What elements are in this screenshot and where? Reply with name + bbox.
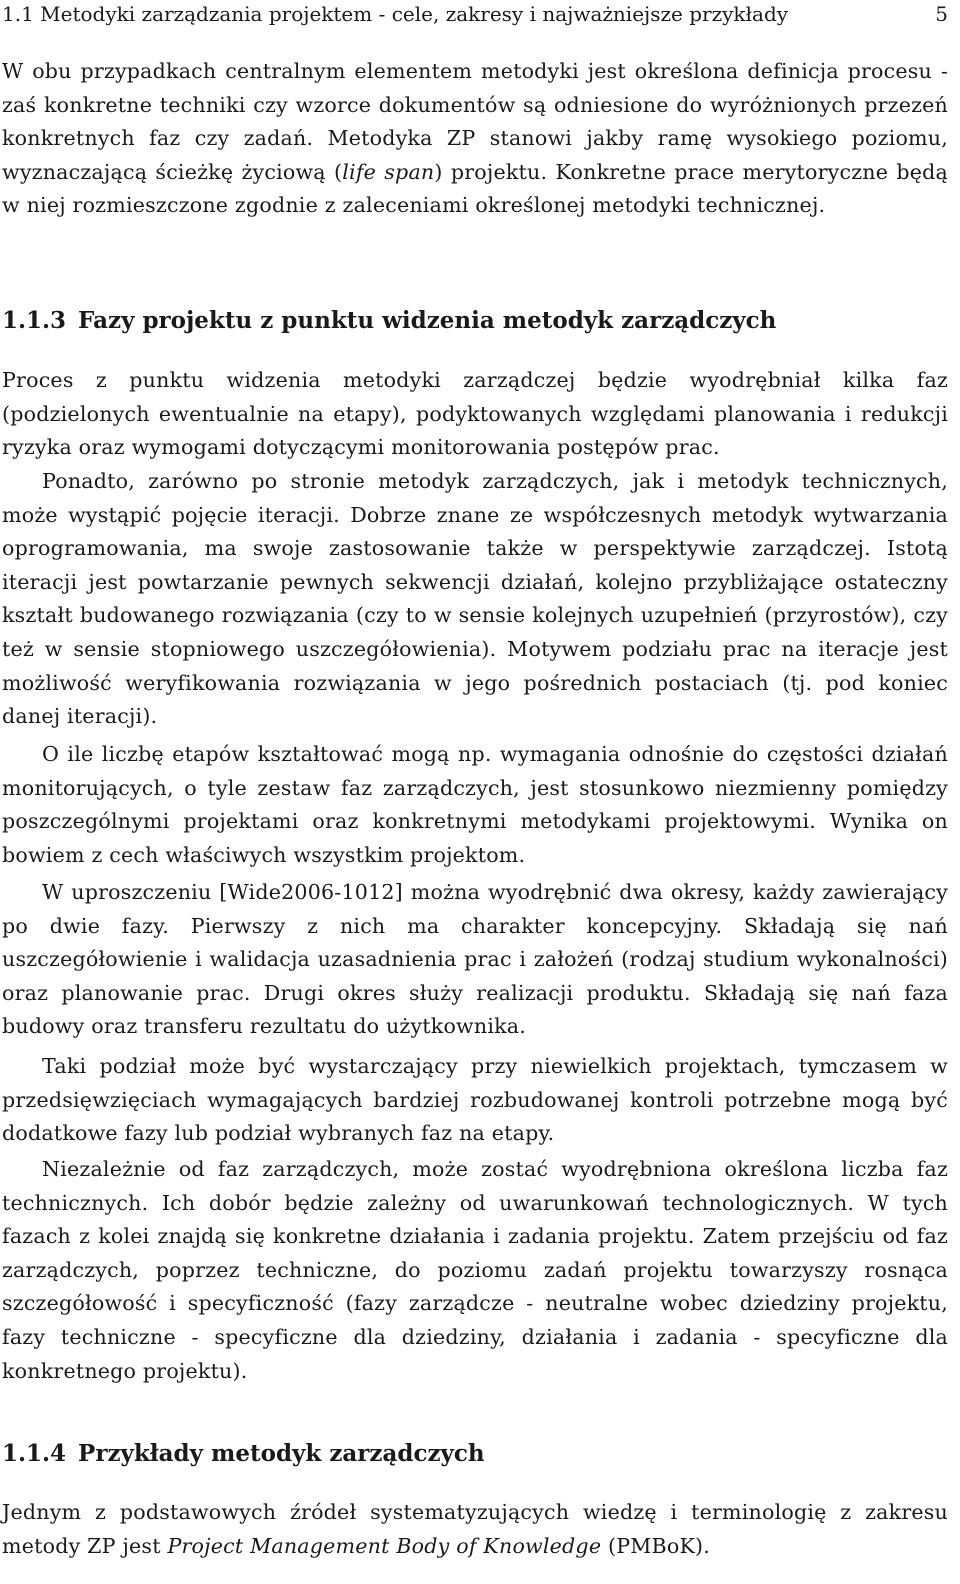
document-page <box>2 0 948 1584</box>
section-title: Fazy projektu z punktu widzenia metodyk zarządczych <box>78 307 777 334</box>
pmbok-text-before: Jednym z podstawowych źródeł systematyzujących wiedzę i terminologię z zakresu metody ZP jest <box>2 1500 948 1558</box>
page-number: 5 <box>935 2 948 26</box>
paragraph-1-1-3-b: Ponadto, zarówno po stronie metodyk zarządczych, jak i metodyk technicznych, może wystąpić pojęcie iteracji. Dobrze znane ze współczesnych metodyk wytwarzania oprogramowania, ma swoje zastosowanie także w perspektywie zarządczej. Istotą iteracji jest powtarzanie pewnych sekwencji działań, kolejno przybliżające ostateczny kształt budowanego rozwiązania (czy to w sensie kolejnych uzupełnień (przyrostów), czy też w sensie stopniowego uszczegółowienia). Motywem podziału prac na iteracje jest możliwość weryfikowania rozwiązania w jego pośrednich postaciach (tj. pod koniec danej iteracji). <box>2 469 948 729</box>
intro-text-before: W obu przypadkach centralnym elementem metodyki jest określona definicja procesu - zaś konkretne techniki czy wzorce dokumentów są odniesione do wyróżnionych przezeń konkretnych faz czy zadań. Metodyka ZP stanowi jakby ramę wysokiego poziomu, wyznaczającą ścieżkę życiową ( <box>2 59 948 184</box>
section-number: 1.1.4 <box>2 1440 67 1467</box>
paragraph-1-1-3-c: O ile liczbę etapów kształtować mogą np. wymagania odnośnie do częstości działań monitorujących, o tyle zestaw faz zarządczych, jest stosunkowo niezmienny pomiędzy poszczególnymi projektami oraz konkretnymi metodykami projektowymi. Wynika on bowiem z cech właściwych wszystkim projektom. <box>2 742 948 867</box>
intro-paragraph <box>2 55 948 223</box>
paragraph-1-1-4-a <box>2 1496 948 1563</box>
paragraph-1-1-3-e: Taki podział może być wystarczający przy niewielkich projektach, tymczasem w przedsięwzięciach wymagających bardziej rozbudowanej kontroli potrzebne mogą być dodatkowe fazy lub podział wybranych faz na etapy. <box>2 1054 948 1146</box>
running-head-title: 1.1 Metodyki zarządzania projektem - cele, zakresy i najważniejsze przykłady <box>2 2 789 26</box>
section-heading-1-1-3 <box>2 305 948 337</box>
section-number: 1.1.3 <box>2 307 67 334</box>
paragraph-1-1-3-d: W uproszczeniu [Wide2006-1012] można wyodrębnić dwa okresy, każdy zawierający po dwie fazy. Pierwszy z nich ma charakter koncepcyjny. Składają się nań uszczegółowienie i walidacja uzasadnienia prac i założeń (rodzaj studium wykonalności) oraz planowanie prac. Drugi okres służy realizacji produktu. Składają się nań faza budowy oraz transferu rezultatu do użytkownika. <box>2 880 948 1039</box>
running-head <box>2 0 948 28</box>
pmbok-text-after: (PMBoK). <box>601 1533 711 1558</box>
paragraph-1-1-3-f: Niezależnie od faz zarządczych, może zostać wyodrębniona określona liczba faz technicznych. Ich dobór będzie zależny od uwarunkowań technologicznych. W tych fazach z kolei znajdą się konkretne działania i zadania projektu. Zatem przejściu od faz zarządczych, poprzez techniczne, do poziomu zadań projektu towarzyszy rosnąca szczegółowość i specyficzność (fazy zarządcze - neutralne wobec dziedziny projektu, fazy techniczne - specyficzne dla dziedziny, działania i zadania - specyficzne dla konkretnego projektu). <box>2 1157 948 1383</box>
section-heading-1-1-4 <box>2 1438 948 1470</box>
intro-text-after: ) projektu. Konkretne prace merytoryczne będą w niej rozmieszczone zgodnie z zaleceniami określonej metodyki technicznej. <box>2 159 948 218</box>
pmbok-italic-title: Project Management Body of Knowledge <box>167 1533 602 1558</box>
intro-italic-term: life span <box>342 159 435 184</box>
section-title: Przykłady metodyk zarządczych <box>78 1440 485 1467</box>
paragraph-1-1-3-a: Proces z punktu widzenia metodyki zarządczej będzie wyodrębniał kilka faz (podzielonych ewentualnie na etapy), podyktowanych względami planowania i redukcji ryzyka oraz wymogami dotyczącymi monitorowania postępów prac. <box>2 368 948 460</box>
